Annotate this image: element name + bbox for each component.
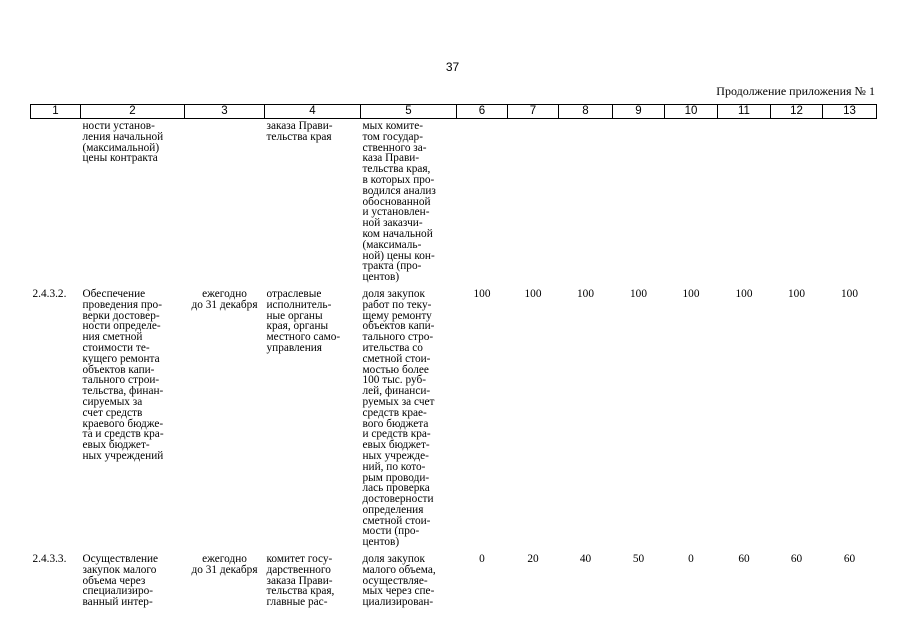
- continuation-note: Продолжение приложения № 1: [716, 84, 875, 98]
- deadline: ежегодно до 31 декабря: [191, 287, 258, 311]
- table-row: [31, 552, 877, 612]
- deadline: ежегодно до 31 декабря: [191, 553, 258, 576]
- column-header: 3: [185, 105, 265, 119]
- column-number-row: [31, 105, 877, 119]
- value-cell: 100: [577, 287, 594, 300]
- column-header: 8: [559, 105, 613, 119]
- column-header: 6: [457, 105, 508, 119]
- value-cell: 50: [632, 553, 645, 566]
- column-header: 11: [718, 105, 771, 119]
- table-row: [31, 119, 877, 287]
- column-header: 2: [81, 105, 185, 119]
- value-cell: [457, 119, 508, 287]
- row-code: 2.4.3.2.: [32, 287, 67, 300]
- row-code: [31, 119, 81, 287]
- value-cell: 0: [688, 553, 694, 566]
- responsible: отраслевые исполнитель- ные органы края, органы местного само- управления: [266, 287, 341, 354]
- column-header: 12: [771, 105, 823, 119]
- column-header: 4: [265, 105, 361, 119]
- row-code: 2.4.3.3.: [32, 553, 67, 566]
- value-cell: 40: [579, 553, 592, 566]
- measure-name: Обеспечение проведения про- верки достовер- ности определе- ния сметной стоимости те- кущего ремонта объектов капи- тального строи- тельства, финан- сируемых за счет средств краевого бюдже- та и средств кра- евых бюджет- ных учреждений: [82, 287, 164, 462]
- value-cell: 100: [682, 287, 700, 300]
- value-cell: 100: [788, 287, 805, 300]
- appendix-table: [30, 104, 877, 612]
- value-cell: 0: [479, 553, 485, 566]
- page-number: 37: [445, 60, 460, 74]
- value-cell: 100: [841, 287, 858, 300]
- value-cell: [508, 119, 559, 287]
- indicator: доля закупок работ по теку- щему ремонту объектов капи- тального стро- ительства со сметной стои- мостью более 100 тыс. руб- лей, финанси- руемых за счет средств крае- вого бюджета и средств кра- евых бюджет- ных учрежде- ний, по кото- рым проводи- лась проверка достоверности определения сметной стои- мости (про- центов): [362, 287, 435, 549]
- value-cell: [771, 119, 823, 287]
- value-cell: [665, 119, 718, 287]
- column-header: 7: [508, 105, 559, 119]
- value-cell: 20: [527, 553, 539, 566]
- deadline: [185, 119, 265, 287]
- value-cell: [613, 119, 665, 287]
- column-header: 13: [823, 105, 877, 119]
- value-cell: [823, 119, 877, 287]
- table-row: [31, 287, 877, 552]
- value-cell: [718, 119, 771, 287]
- measure-name: ности установ- ления начальной (максимальной) цены контракта: [82, 120, 164, 165]
- value-cell: 60: [738, 553, 750, 566]
- value-cell: 100: [630, 287, 647, 300]
- measure-name: Осуществление закупок малого объема через специализиро- ванный интер-: [82, 553, 159, 609]
- column-header: 5: [361, 105, 457, 119]
- indicator: мых комите- том государ- ственного за- каза Прави- тельства края, в которых про- водился анализ обоснованной и установлен- ной заказчи- ком начальной (максималь- ной) цены кон- тракта (про- центов): [362, 120, 436, 284]
- value-cell: 60: [843, 553, 856, 566]
- value-cell: 60: [790, 553, 803, 566]
- value-cell: 100: [735, 287, 753, 300]
- value-cell: 100: [473, 287, 491, 300]
- value-cell: [559, 119, 613, 287]
- responsible: заказа Прави- тельства края: [266, 120, 333, 143]
- indicator: доля закупок малого объема, осуществляе- мых через спе- циализирован-: [362, 553, 436, 609]
- responsible: комитет госу- дарственного заказа Прави- тельства края, главные рас-: [266, 553, 335, 609]
- value-cell: 100: [524, 287, 542, 300]
- column-header: 1: [31, 105, 81, 119]
- column-header: 9: [613, 105, 665, 119]
- column-header: 10: [665, 105, 718, 119]
